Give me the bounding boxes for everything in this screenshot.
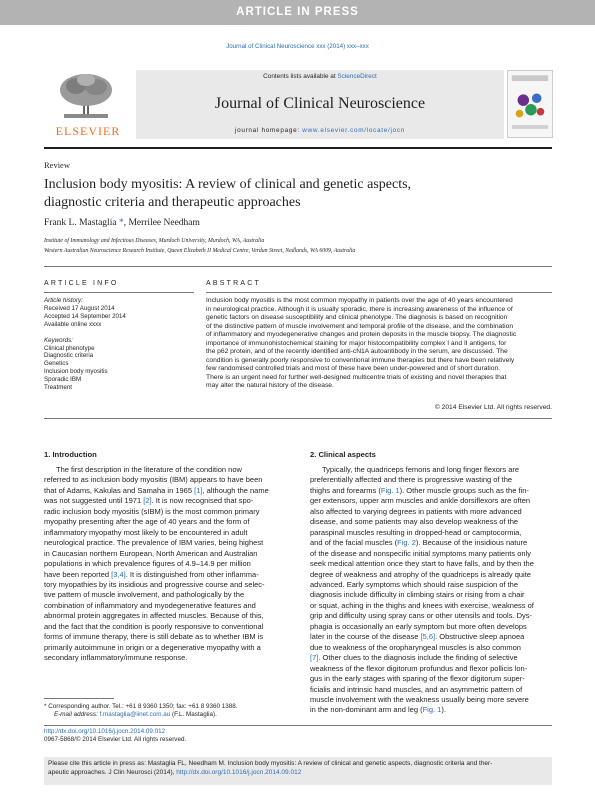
body-line bbox=[310, 538, 552, 548]
affiliation-1: Institute of Immunology and Infectious Diseases, Murdoch University, Murdoch, WA, Australia bbox=[44, 238, 265, 244]
keyword: Clinical phenotype bbox=[44, 344, 95, 352]
section-1-heading: 1. Introduction bbox=[44, 450, 97, 459]
reference-link[interactable]: [3,4] bbox=[111, 569, 126, 579]
body-text: . It is distinguished from other inflamma- bbox=[125, 569, 259, 579]
citation-doi-link[interactable]: http://dx.doi.org/10.1016/j.jocn.2014.09.012 bbox=[176, 769, 302, 776]
doi-block bbox=[44, 728, 186, 744]
email-link[interactable]: f.mastaglia@iinet.com.au bbox=[99, 711, 171, 718]
citation-box bbox=[44, 757, 552, 785]
email-suffix: (F.L. Mastaglia). bbox=[170, 711, 217, 718]
abstract-line: may alter the natural history of the disease. bbox=[206, 382, 334, 390]
body-line bbox=[310, 653, 552, 663]
body-line: combination of inflammatory and myodegenerative features and bbox=[44, 600, 256, 610]
article-type: Review bbox=[44, 160, 70, 170]
article-in-press-banner: ARTICLE IN PRESS bbox=[0, 0, 595, 25]
article-info-rule bbox=[44, 292, 194, 293]
contents-line bbox=[136, 73, 504, 80]
journal-reference[interactable]: Journal of Clinical Neuroscience xxx (2014) xxx–xxx bbox=[226, 43, 369, 50]
journal-title: Journal of Clinical Neuroscience bbox=[214, 95, 426, 112]
issn-copyright: 0967-5868/© 2014 Elsevier Ltd. All rights reserved. bbox=[44, 736, 187, 743]
reference-link[interactable]: [7] bbox=[310, 653, 319, 663]
body-line: populations in which prevalence figures of 4.9–14.9 per million bbox=[44, 559, 251, 569]
sciencedirect-link[interactable]: ScienceDirect bbox=[337, 73, 377, 80]
footnote-rule bbox=[44, 698, 114, 699]
reference-link[interactable]: [1] bbox=[194, 485, 203, 495]
body-line: also affected to varying degrees in patients with more advanced bbox=[310, 506, 522, 516]
body-text: was not suggested until 1971 bbox=[44, 496, 144, 506]
body-text: thighs and forearms ( bbox=[310, 485, 381, 495]
body-line bbox=[44, 486, 296, 496]
body-line: grip and difficulty using spray cans or other utensils and tools. Dys- bbox=[310, 611, 533, 621]
body-line: seek medical attention once they start to have falls, and by then the bbox=[310, 559, 534, 569]
abstract-heading: ABSTRACT bbox=[206, 280, 261, 287]
section-2-heading: 2. Clinical aspects bbox=[310, 450, 376, 459]
keyword: Inclusion body myositis bbox=[44, 368, 108, 376]
body-text: . It is now recognised that spo- bbox=[151, 496, 254, 506]
keywords-label: Keywords: bbox=[44, 336, 73, 344]
author-list bbox=[44, 218, 200, 228]
keyword: Sporadic IBM bbox=[44, 376, 82, 384]
body-text: , although the name bbox=[202, 485, 269, 495]
abstract-body bbox=[206, 297, 552, 391]
abstract-line: condition is generally poorly responsive to conventional immune therapies but there have been relatively bbox=[206, 356, 515, 364]
publisher-logo bbox=[44, 66, 132, 140]
body-text: . Obstructive sleep apnoea bbox=[435, 632, 525, 642]
footnote bbox=[44, 703, 238, 719]
elsevier-tree-icon bbox=[54, 70, 118, 120]
body-line: myopathy presenting after the age of 40 years and the form of bbox=[44, 517, 250, 527]
affiliation-2: Western Australian Neuroscience Research Institute, Queen Elizabeth II Medical Centre, Verdun Street, Nedlands, WA 6009, Australia bbox=[44, 248, 356, 254]
body-line bbox=[310, 632, 552, 642]
abstract-rule bbox=[206, 292, 552, 293]
abstract-line: in neurological practice. Although it is usually sporadic, there is increasing awareness of the influence of bbox=[206, 305, 513, 313]
history-received: Received 17 August 2014 bbox=[44, 304, 115, 312]
body-text: have been reported bbox=[44, 569, 112, 579]
body-line: of the disease and nonspecific initial symptoms many patients only bbox=[310, 548, 531, 558]
body-text: later in the course of the disease bbox=[310, 632, 421, 642]
body-line: advanced. Early symptoms which should raise suspicion of the bbox=[310, 579, 519, 589]
abstract-line: the p62 protein, and of the recently identified anti-cN1A autoantibody in the serum, are discussed. The bbox=[206, 348, 508, 356]
body-line: disease, and some patients may also develop weakness of the bbox=[310, 517, 519, 527]
citation-text: Please cite this article in press as: Mastaglia FL, Needham M. Inclusion body myositis: A review of clinical and genetic aspects, diagnostic criteria and ther- bbox=[48, 760, 493, 767]
publisher-name: ELSEVIER bbox=[55, 124, 121, 138]
body-text: that of Adams, Kakulas and Samaha in 1965 bbox=[44, 485, 195, 495]
abstract-line: genetic factors on disease susceptibility and clinical phenotype. The diagnosis is based on recognition bbox=[206, 314, 508, 322]
article-title bbox=[44, 176, 464, 212]
abstract-line: of inflammatory and myodegenerative changes and protein deposits in the muscle biopsy. The diagnostic bbox=[206, 331, 517, 339]
journal-cover-image bbox=[507, 70, 553, 138]
body-text: ). Other muscle groups such as the fin- bbox=[399, 485, 529, 495]
homepage-prefix: journal homepage: bbox=[234, 127, 303, 134]
body-line: forms of immune therapy, there is still debate as to whether IBM is bbox=[44, 632, 264, 642]
body-line bbox=[310, 705, 552, 715]
homepage-line bbox=[136, 127, 504, 134]
keyword: Treatment bbox=[44, 384, 72, 392]
reference-link[interactable]: [5,6] bbox=[420, 632, 436, 642]
body-line bbox=[44, 496, 296, 506]
masthead-rule bbox=[44, 147, 552, 149]
author-needham: , Merrilee Needham bbox=[123, 218, 200, 228]
body-text: and of the facial muscles ( bbox=[310, 538, 398, 548]
body-line: or squat, aching in the thighs and knees with exercise, weakness of bbox=[310, 600, 534, 610]
body-line bbox=[310, 486, 552, 496]
abstract-copyright: © 2014 Elsevier Ltd. All rights reserved. bbox=[434, 404, 552, 411]
reference-link[interactable]: Fig. 1 bbox=[380, 485, 400, 495]
body-line: abnormal protein aggregates in affected muscles. Because of this, bbox=[44, 611, 264, 621]
body-line: degree of weakness and atrophy of the quadriceps is already quite bbox=[310, 569, 531, 579]
body-line: paraspinal muscles resulting in dropped-head or camptocormia, bbox=[310, 527, 522, 537]
history-online: Available online xxxx bbox=[44, 320, 102, 328]
body-text: . Other clues to the diagnosis include the finding of selective bbox=[318, 653, 518, 663]
body-line: primarily autoimmune in origin or a degenerative myopathy with a bbox=[44, 642, 261, 652]
reference-link[interactable]: Fig. 1 bbox=[422, 705, 442, 715]
article-info bbox=[44, 297, 126, 392]
title-line-2: diagnostic criteria and therapeutic approaches bbox=[44, 195, 301, 210]
body-text: ). Because of the insidious nature bbox=[415, 538, 528, 548]
doi-link[interactable]: http://dx.doi.org/10.1016/j.jocn.2014.09.012 bbox=[44, 728, 166, 735]
abstract-line: Inclusion body myositis is the most common myopathy in patients over the age of 40 years encountered bbox=[206, 297, 513, 304]
keyword: Diagnostic criteria bbox=[44, 352, 94, 360]
body-line: due to weakness of the oropharyngeal muscles is also common bbox=[310, 642, 521, 652]
abstract-line: few randomised controlled trials and most of these have been under-powered and of short duration. bbox=[206, 365, 501, 373]
title-line-1: Inclusion body myositis: A review of clinical and genetic aspects, bbox=[44, 177, 412, 192]
body-line bbox=[44, 570, 296, 580]
footnote-bottom-rule bbox=[44, 725, 552, 726]
body-line: neurological practice. The prevalence of IBM varies, being highest bbox=[44, 538, 264, 548]
body-line: inflammatory myopathy most likely to be encountered in adult bbox=[44, 527, 248, 537]
body-line: weakness of the flexor digitorum profundus and flexor pollicis lon- bbox=[310, 663, 528, 673]
abstract-line: of the distinctive pattern of muscle involvement and temporal profile of the disease, and the combination bbox=[206, 322, 514, 330]
body-line: referred to as inclusion body myositis (IBM) appears to have been bbox=[44, 475, 263, 485]
body-line: secondary inflammatory/immune response. bbox=[44, 653, 188, 663]
email-label: E-mail address: bbox=[54, 711, 100, 718]
body-line: ficialis and intrinsic hand muscles, and an asymmetric pattern of bbox=[310, 684, 523, 694]
body-line: Typically, the quadriceps femoris and long finger flexors are bbox=[322, 465, 520, 474]
corresponding-author-marker[interactable]: * bbox=[118, 218, 124, 228]
body-line: muscle involvement with the weakness usually being more severe bbox=[310, 694, 529, 704]
history-accepted: Accepted 14 September 2014 bbox=[44, 312, 126, 320]
body-text: ). bbox=[441, 705, 446, 715]
abstract-line: importance of immunohistochemical staining for major histocompatibility complex I and II antigens, for bbox=[206, 339, 507, 347]
body-line: diagnosis include difficulty in climbing stairs or rising from a chair bbox=[310, 590, 525, 600]
affiliation-rule bbox=[44, 266, 552, 267]
abstract-line: There is an urgent need for further well-designed multicentre trials of existing and novel therapies that bbox=[206, 373, 507, 381]
citation-text-2: apeutic approaches. J Clin Neurosci (2014), bbox=[48, 769, 177, 776]
history-label: Article history: bbox=[44, 297, 83, 304]
article-info-heading: ARTICLE INFO bbox=[44, 280, 119, 287]
body-line: phagia is occasionally an early symptom but more often develops bbox=[310, 621, 527, 631]
section-1-body bbox=[44, 465, 296, 664]
corresponding-author-note: * Corresponding author. Tel.: +61 8 9360 1350; fax: +61 8 9360 1388. bbox=[44, 703, 238, 710]
body-line: and the fact that the condition is poorly responsive to conventional bbox=[44, 621, 264, 631]
masthead bbox=[44, 66, 554, 141]
body-line: tive pattern of muscle involvement, and pathologically by the bbox=[44, 590, 245, 600]
reference-link[interactable]: Fig. 2 bbox=[397, 538, 416, 548]
body-line: The first description in the literature of the condition now bbox=[56, 465, 242, 474]
journal-header-box bbox=[136, 70, 504, 139]
abstract-bottom-rule bbox=[44, 418, 552, 419]
body-line: tory myopathies by its insidious and progressive course and selec- bbox=[44, 579, 265, 589]
body-line: in Caucasian northern European, North American and Australian bbox=[44, 548, 258, 558]
body-line: preferentially affected and there is progressive wasting of the bbox=[310, 475, 513, 485]
body-text: in the non-dominant arm and leg ( bbox=[310, 705, 423, 715]
contents-prefix: Contents lists available at bbox=[263, 73, 338, 80]
body-line: ger extensors, upper arm muscles and ankle dorsiflexors are often bbox=[310, 496, 531, 506]
body-line: radic inclusion body myositis (sIBM) is the most common primary bbox=[44, 506, 260, 516]
author-mastaglia: Frank L. Mastaglia bbox=[44, 218, 119, 228]
keyword: Genetics bbox=[44, 360, 69, 368]
reference-link[interactable]: [2] bbox=[143, 496, 152, 506]
section-2-body bbox=[310, 465, 552, 716]
homepage-link[interactable]: www.elsevier.com/locate/jocn bbox=[302, 127, 406, 134]
body-line: gus in the early stages with sparing of the flexor digitorum super- bbox=[310, 674, 525, 684]
